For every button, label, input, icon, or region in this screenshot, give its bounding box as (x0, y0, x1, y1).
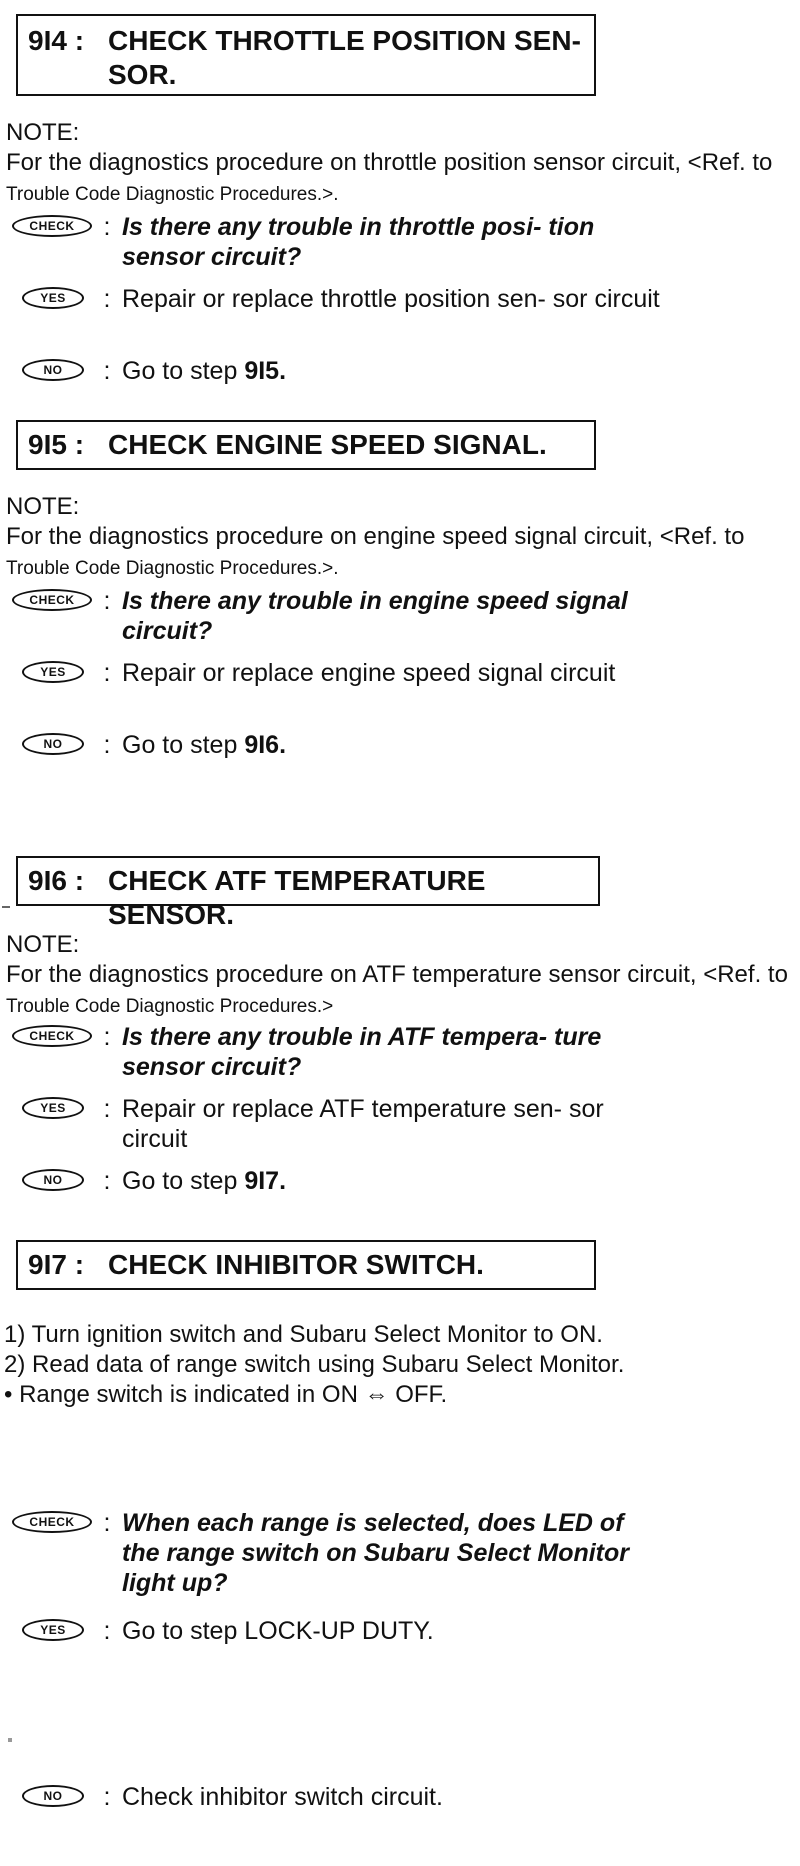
step-number: 9I4 : (28, 25, 85, 56)
step-title: CHECK THROTTLE POSITION SEN- SOR. (108, 25, 581, 90)
check-question: Is there any trouble in engine speed signal circuit? (122, 587, 628, 645)
ref-link: Trouble Code Diagnostic Procedures.>. (6, 558, 339, 579)
no-badge-icon: NO (22, 1785, 84, 1807)
check-question: Is there any trouble in throttle posi- tion sensor circuit? (122, 213, 595, 271)
yes-row-9i5 (12, 658, 792, 688)
colon: : (103, 1783, 111, 1811)
no-action-text: Go to step (122, 1167, 238, 1195)
step-number: 9I7 : (28, 1249, 85, 1280)
step-title: CHECK INHIBITOR SWITCH. (108, 1249, 484, 1280)
yes-row-9i7 (12, 1616, 792, 1646)
yes-badge-icon: YES (22, 1619, 84, 1641)
yes-row-9i4 (12, 284, 792, 314)
note-text (6, 960, 800, 1022)
step-header-9i7 (16, 1240, 596, 1290)
no-action (122, 356, 662, 386)
colon: : (103, 1509, 111, 1537)
procedure-step-2: 2) Read data of range switch using Subaru Select Monitor. (4, 1351, 625, 1378)
yes-action: Repair or replace engine speed signal circuit (122, 659, 616, 687)
no-row-9i6 (12, 1166, 792, 1196)
no-row-9i4 (12, 356, 792, 386)
yes-action[interactable]: Go to step LOCK-UP DUTY. (122, 1617, 434, 1645)
colon: : (103, 213, 111, 241)
check-row-9i4 (12, 212, 792, 272)
next-step-link[interactable]: 9I5. (244, 357, 287, 385)
procedure-bullet: • Range switch is indicated in ON ⇔ OFF. (4, 1381, 448, 1408)
colon: : (103, 1095, 111, 1123)
no-action-text: Go to step (122, 357, 238, 385)
no-action-text: Go to step (122, 731, 238, 759)
check-question: Is there any trouble in ATF tempera- ture sensor circuit? (122, 1023, 602, 1081)
note-text (6, 148, 800, 210)
note-body: For the diagnostics procedure on engine speed signal circuit, <Ref. to (6, 523, 745, 550)
scan-speck (8, 1738, 12, 1742)
no-action (122, 1166, 662, 1196)
note-text (6, 522, 800, 584)
check-row-9i5 (12, 586, 792, 646)
check-badge-icon: CHECK (12, 215, 92, 237)
check-badge-icon: CHECK (12, 1511, 92, 1533)
colon: : (103, 731, 111, 759)
no-action: Check inhibitor switch circuit. (122, 1783, 443, 1811)
no-action (122, 730, 662, 760)
procedure-9i7 (4, 1320, 794, 1410)
colon: : (103, 1617, 111, 1645)
step-header-9i6 (16, 856, 600, 930)
check-question: When each range is selected, does LED of the range switch on Subaru Select Monitor light up? (122, 1509, 630, 1597)
note-label: NOTE: (6, 119, 80, 146)
step-number: 9I6 : (28, 865, 85, 896)
colon: : (103, 357, 111, 385)
ref-link: Trouble Code Diagnostic Procedures.> (6, 996, 334, 1017)
note-body: For the diagnostics procedure on throttle position sensor circuit, <Ref. to (6, 149, 773, 176)
note-body: For the diagnostics procedure on ATF temperature sensor circuit, <Ref. to (6, 961, 788, 988)
step-number: 9I5 : (28, 429, 85, 460)
no-badge-icon: NO (22, 1169, 84, 1191)
note-label: NOTE: (6, 931, 80, 958)
colon: : (103, 587, 111, 615)
step-header-9i5 (16, 420, 596, 470)
check-row-9i6 (12, 1022, 792, 1082)
yes-badge-icon: YES (22, 661, 84, 683)
colon: : (103, 659, 111, 687)
margin-mark (2, 906, 10, 908)
note-9i5 (6, 492, 800, 584)
check-row-9i7 (12, 1508, 792, 1598)
colon: : (103, 1167, 111, 1195)
no-row-9i7 (12, 1782, 792, 1812)
no-badge-icon: NO (22, 733, 84, 755)
next-step-link[interactable]: 9I7. (244, 1167, 287, 1195)
yes-action: Repair or replace throttle position sen- sor circuit (122, 285, 660, 313)
no-badge-icon: NO (22, 359, 84, 381)
yes-row-9i6 (12, 1094, 792, 1154)
check-badge-icon: CHECK (12, 1025, 92, 1047)
note-9i6 (6, 930, 800, 1022)
step-title: CHECK ENGINE SPEED SIGNAL. (108, 429, 547, 460)
yes-badge-icon: YES (22, 1097, 84, 1119)
note-9i4 (6, 118, 800, 210)
note-label: NOTE: (6, 493, 80, 520)
no-row-9i5 (12, 730, 792, 760)
procedure-step-1: 1) Turn ignition switch and Subaru Select Monitor to ON. (4, 1321, 603, 1348)
colon: : (103, 1023, 111, 1051)
step-title: CHECK ATF TEMPERATURE SENSOR. (108, 865, 486, 930)
step-header-9i4 (16, 14, 596, 96)
check-badge-icon: CHECK (12, 589, 92, 611)
next-step-link[interactable]: 9I6. (244, 731, 287, 759)
yes-badge-icon: YES (22, 287, 84, 309)
ref-link: Trouble Code Diagnostic Procedures.>. (6, 184, 339, 205)
colon: : (103, 285, 111, 313)
yes-action: Repair or replace ATF temperature sen- sor circuit (122, 1095, 604, 1153)
